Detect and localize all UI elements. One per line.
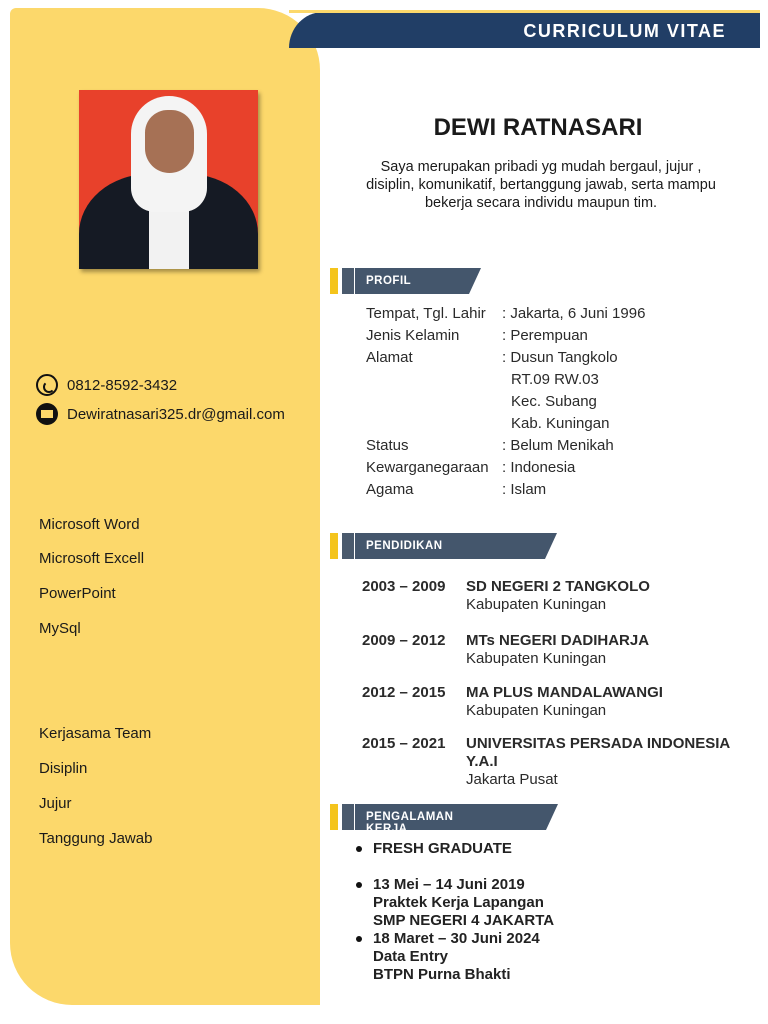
education-school: SD NEGERI 2 TANGKOLO xyxy=(466,578,650,595)
profil-value: : Belum Menikah xyxy=(502,437,614,454)
profil-value: : Dusun Tangkolo xyxy=(502,349,618,366)
soft-skill-item: Kerjasama Team xyxy=(39,725,152,742)
bullet-point xyxy=(356,936,362,942)
soft-skill-item: Jujur xyxy=(39,795,72,812)
contact-phone xyxy=(36,374,177,396)
work-entry-role: Data Entry xyxy=(373,948,449,965)
profil-value: RT.09 RW.03 xyxy=(511,371,599,388)
profil-label: Alamat xyxy=(366,349,413,366)
work-entry-company: SMP NEGERI 4 JAKARTA xyxy=(373,912,555,929)
education-years: 2012 – 2015 xyxy=(362,684,446,701)
section-title: PENGALAMAN KERJA xyxy=(366,811,454,835)
section-accent xyxy=(342,804,354,830)
header-bar xyxy=(289,12,760,48)
section-title: PENDIDIKAN xyxy=(366,540,443,552)
education-place: Kabupaten Kuningan xyxy=(466,650,607,667)
work-entry-date: 18 Maret – 30 Juni 2024 xyxy=(373,930,540,947)
education-school: MA PLUS MANDALAWANGI xyxy=(466,684,663,701)
section-accent xyxy=(342,268,354,294)
summary-text: Saya merupakan pribadi yg mudah bergaul, jujur , disiplin, komunikatif, bertanggung jawab, serta mampu bekerja secara individu maupun tim. xyxy=(366,159,716,211)
soft-skill-item: Disiplin xyxy=(39,760,88,777)
person-name: DEWI RATNASARI xyxy=(433,114,643,141)
bullet-point xyxy=(356,882,362,888)
work-entry-line: FRESH GRADUATE xyxy=(373,840,512,857)
section-title: PROFIL xyxy=(366,275,412,287)
education-place: Kabupaten Kuningan xyxy=(466,702,607,719)
profil-label: Status xyxy=(366,437,409,454)
profil-value: Kab. Kuningan xyxy=(511,415,610,432)
education-years: 2009 – 2012 xyxy=(362,632,446,649)
education-place: Kabupaten Kuningan xyxy=(466,596,607,613)
profil-value: : Islam xyxy=(502,481,547,498)
section-accent xyxy=(330,804,338,830)
work-entry-company: BTPN Purna Bhakti xyxy=(373,966,511,983)
header-title: CURRICULUM VITAE xyxy=(523,21,726,41)
profil-value: : Jakarta, 6 Juni 1996 xyxy=(502,305,646,322)
skill-item: MySql xyxy=(39,620,81,637)
soft-skill-item: Tanggung Jawab xyxy=(39,830,153,847)
work-entry-date: 13 Mei – 14 Juni 2019 xyxy=(373,876,525,893)
contact-email xyxy=(36,403,285,425)
phone-number[interactable]: 0812-8592-3432 xyxy=(67,376,178,394)
profil-label: Tempat, Tgl. Lahir xyxy=(366,305,486,322)
profil-value: : Indonesia xyxy=(502,459,576,476)
profil-label: Kewarganegaraan xyxy=(366,459,489,476)
skill-item: Microsoft Word xyxy=(39,516,140,533)
education-years: 2003 – 2009 xyxy=(362,578,446,595)
education-school: UNIVERSITAS PERSADA INDONESIA Y.A.I xyxy=(466,735,730,770)
profil-value: : Perempuan xyxy=(502,327,588,344)
work-entry-role: Praktek Kerja Lapangan xyxy=(373,894,544,911)
photo-face xyxy=(145,110,194,173)
whatsapp-icon xyxy=(36,374,58,396)
education-school: MTs NEGERI DADIHARJA xyxy=(466,632,650,649)
profile-photo xyxy=(79,90,258,269)
skill-item: PowerPoint xyxy=(39,585,116,602)
mail-icon xyxy=(36,403,58,425)
education-place: Jakarta Pusat xyxy=(466,771,558,788)
bullet-point xyxy=(356,846,362,852)
profil-label: Jenis Kelamin xyxy=(366,327,460,344)
section-accent xyxy=(330,268,338,294)
education-years: 2015 – 2021 xyxy=(362,735,446,752)
profil-value: Kec. Subang xyxy=(511,393,597,410)
section-accent xyxy=(342,533,354,559)
profil-label: Agama xyxy=(366,481,414,498)
section-accent xyxy=(330,533,338,559)
skill-item: Microsoft Excell xyxy=(39,550,145,567)
header-accent-line xyxy=(289,10,760,13)
email-address[interactable]: Dewiratnasari325.dr@gmail.com xyxy=(67,405,285,423)
